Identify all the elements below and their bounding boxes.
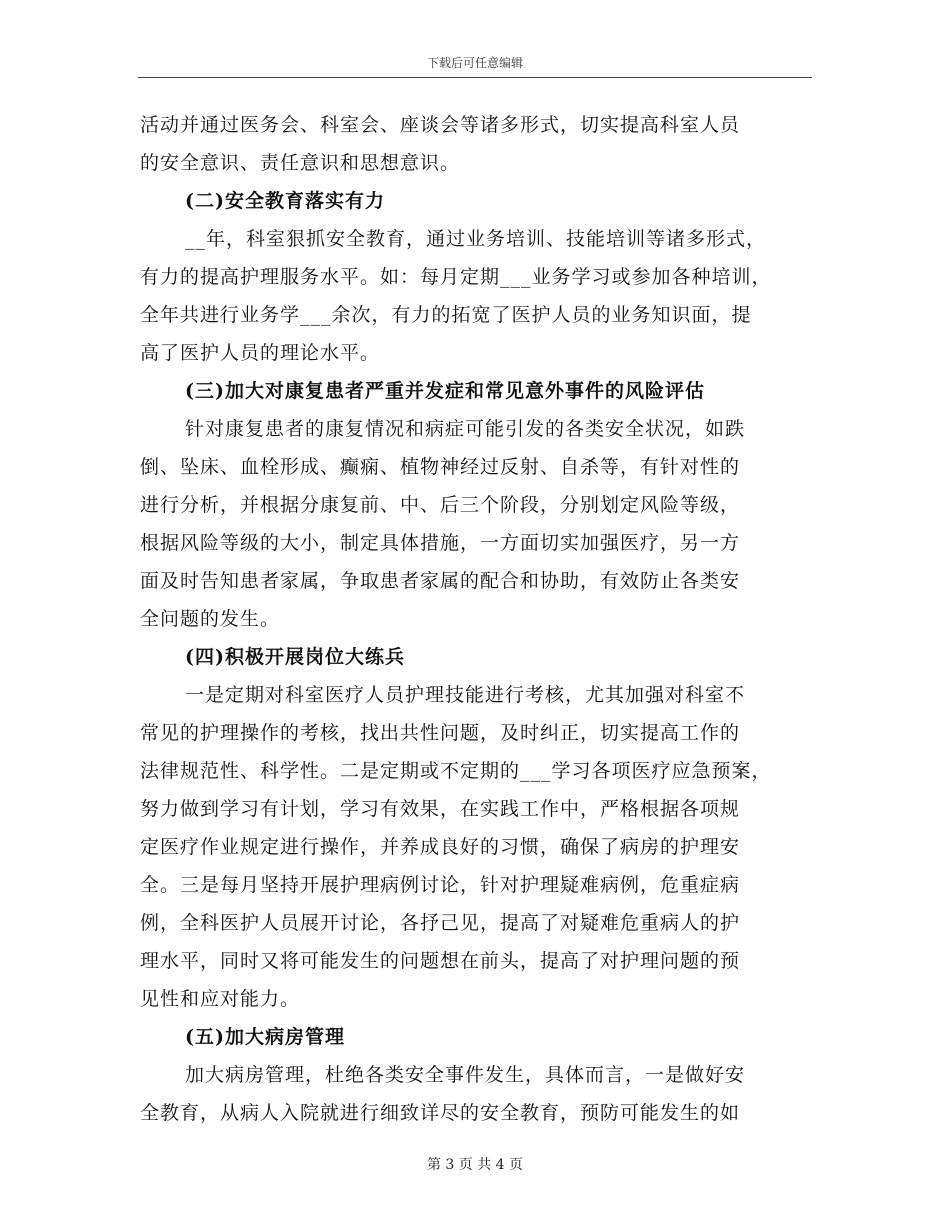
paragraph-line: 加大病房管理，杜绝各类安全事件发生，具体而言，一是做好安 xyxy=(185,1064,746,1086)
paragraph-line: 法律规范性、科学性。二是定期或不定期的___学习各项医疗应急预案， xyxy=(140,760,772,782)
paragraph-line: 理水平，同时又将可能发生的问题想在前头，提高了对护理问题的预 xyxy=(140,950,741,972)
page-header: 下载后可任意编辑 xyxy=(426,56,523,70)
paragraph-line: 根据风险等级的大小，制定具体措施，一方面切实加强医疗，另一方 xyxy=(140,532,741,554)
paragraph-line: 全问题的发生。 xyxy=(140,608,281,630)
paragraph-line: 高了医护人员的理论水平。 xyxy=(140,342,381,364)
paragraph-line: 针对康复患者的康复情况和病症可能引发的各类安全状况，如跌 xyxy=(185,418,746,440)
document-body xyxy=(140,106,805,1132)
paragraph-line: __年，科室狠抓安全教育，通过业务培训、技能培训等诸多形式， xyxy=(185,228,767,250)
paragraph-line: 全。三是每月坚持开展护理病例讨论，针对护理疑难病例，危重症病 xyxy=(140,874,741,896)
paragraph-line: 有力的提高护理服务水平。如：每月定期___业务学习或参加各种培训， xyxy=(140,266,772,288)
paragraph-line: 全教育，从病人入院就进行细致详尽的安全教育，预防可能发生的如 xyxy=(140,1102,741,1124)
page-footer: 第 3 页 共 4 页 xyxy=(426,1157,524,1173)
paragraph-line: 例，全科医护人员展开讨论，各抒己见，提高了对疑难危重病人的护 xyxy=(140,912,741,934)
paragraph-line: 全年共进行业务学___余次，有力的拓宽了医护人员的业务知识面，提 xyxy=(140,304,752,326)
section-heading: (三)加大对康复患者严重并发症和常见意外事件的风险评估 xyxy=(185,380,705,402)
paragraph-line: 的安全意识、责任意识和思想意识。 xyxy=(140,152,461,174)
paragraph-line: 定医疗作业规定进行操作，并养成良好的习惯，确保了病房的护理安 xyxy=(140,836,741,858)
section-heading: (五)加大病房管理 xyxy=(185,1026,345,1048)
paragraph-line: 倒、坠床、血栓形成、癫痫、植物神经过反射、自杀等，有针对性的 xyxy=(140,456,741,478)
header-divider xyxy=(138,77,812,78)
paragraph-line: 常见的护理操作的考核，找出共性问题，及时纠正，切实提高工作的 xyxy=(140,722,741,744)
paragraph-line: 一是定期对科室医疗人员护理技能进行考核，尤其加强对科室不 xyxy=(185,684,746,706)
paragraph-line: 面及时告知患者家属，争取患者家属的配合和协助，有效防止各类安 xyxy=(140,570,741,592)
paragraph-line: 努力做到学习有计划，学习有效果，在实践工作中，严格根据各项规 xyxy=(140,798,741,820)
section-heading: (四)积极开展岗位大练兵 xyxy=(185,646,405,668)
paragraph-line: 活动并通过医务会、科室会、座谈会等诸多形式，切实提高科室人员 xyxy=(140,114,741,136)
section-heading: (二)安全教育落实有力 xyxy=(185,190,385,212)
paragraph-line: 进行分析，并根据分康复前、中、后三个阶段，分别划定风险等级， xyxy=(140,494,741,516)
paragraph-line: 见性和应对能力。 xyxy=(140,988,301,1010)
